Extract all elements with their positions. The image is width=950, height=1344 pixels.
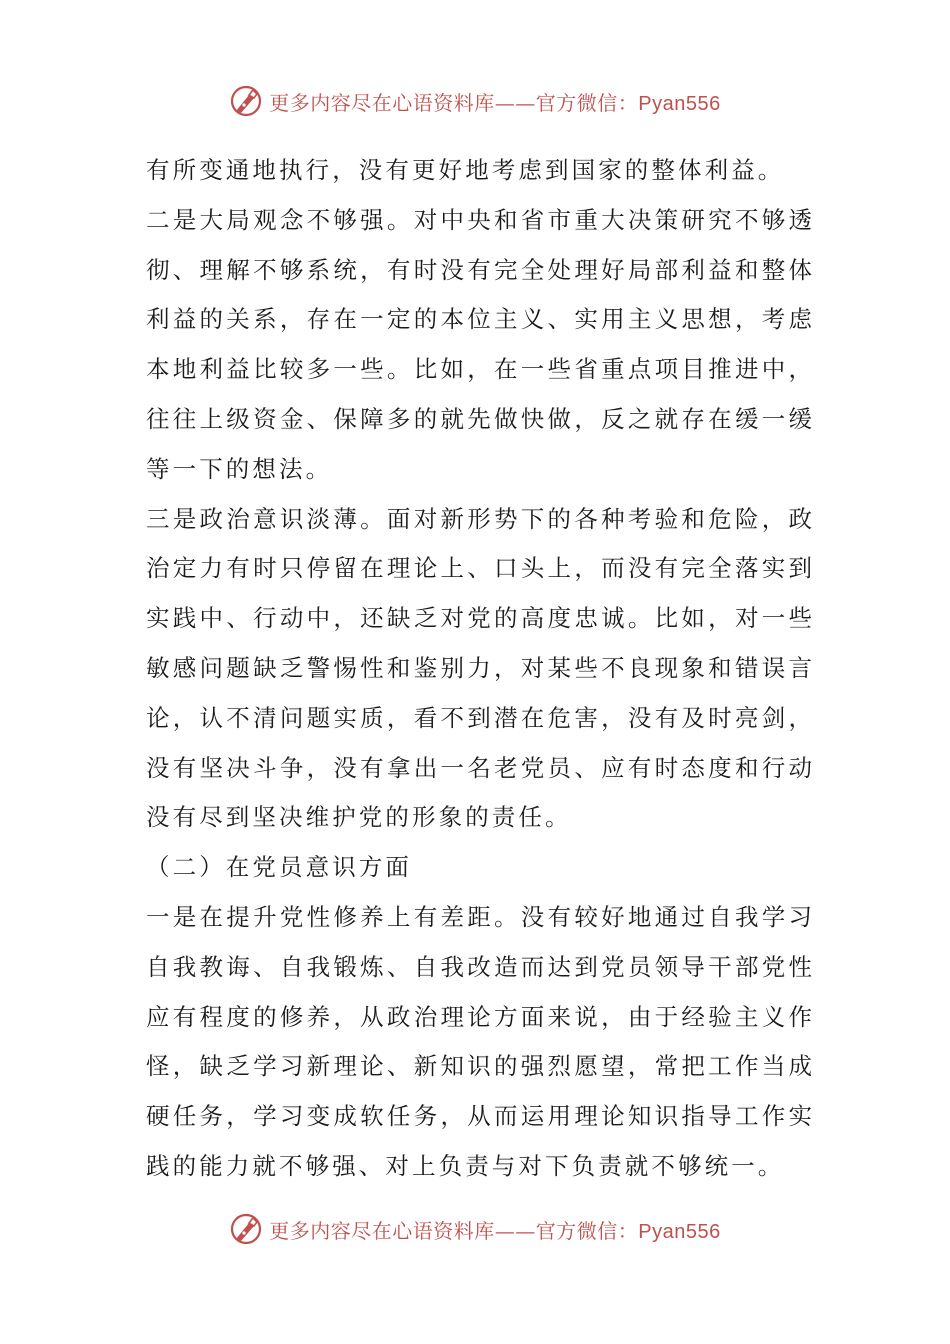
- pen-nib-logo-icon: [229, 84, 263, 118]
- text-line: 等一下的想法。: [146, 454, 333, 483]
- text-line: 本地利益比较多一些。比如，在一些省重点项目推进中，: [146, 355, 812, 384]
- text-line: 三是政治意识淡薄。面对新形势下的各种考验和危险，政: [146, 504, 812, 533]
- footer-watermark-banner: [0, 1212, 950, 1246]
- text-line: 论，认不清问题实质，看不到潜在危害，没有及时亮剑，: [146, 703, 812, 732]
- pen-nib-logo-icon: [229, 1212, 263, 1246]
- text-line: 没有尽到坚决维护党的形象的责任。: [146, 803, 572, 832]
- text-line: 往往上级资金、保障多的就先做快做，反之就存在缓一缓: [146, 404, 812, 433]
- text-line: 二是大局观念不够强。对中央和省市重大决策研究不够透: [146, 205, 812, 234]
- text-line: 一是在提升党性修养上有差距。没有较好地通过自我学习: [146, 902, 812, 931]
- text-line: 敏感问题缺乏警惕性和鉴别力，对某些不良现象和错误言: [146, 653, 812, 682]
- text-line: 应有程度的修养，从政治理论方面来说，由于经验主义作: [146, 1002, 812, 1031]
- document-body: [146, 146, 812, 1192]
- text-line: 怪，缺乏学习新理论、新知识的强烈愿望，常把工作当成: [146, 1052, 812, 1081]
- text-line: 践的能力就不够强、对上负责与对下负责就不够统一。: [146, 1151, 785, 1180]
- text-line: 实践中、行动中，还缺乏对党的高度忠诚。比如，对一些: [146, 604, 812, 633]
- banner-text: 更多内容尽在心语资料库——官方微信：Pyan556: [269, 90, 721, 115]
- text-line: 治定力有时只停留在理论上、口头上，而没有完全落实到: [146, 554, 812, 583]
- text-line: 自我教诲、自我锻炼、自我改造而达到党员领导干部党性: [146, 952, 812, 981]
- text-line: 有所变通地执行，没有更好地考虑到国家的整体利益。: [146, 156, 785, 184]
- text-line: 硬任务，学习变成软任务，从而运用理论知识指导工作实: [146, 1102, 812, 1131]
- text-line: 彻、理解不够系统，有时没有完全处理好局部利益和整体: [146, 255, 812, 284]
- text-line: 没有坚决斗争，没有拿出一名老党员、应有时态度和行动: [146, 753, 812, 782]
- header-watermark-banner: [0, 84, 950, 118]
- text-line: （二）在党员意识方面: [146, 853, 412, 882]
- banner-text: 更多内容尽在心语资料库——官方微信：Pyan556: [269, 1218, 721, 1243]
- text-line: 利益的关系，存在一定的本位主义、实用主义思想，考虑: [146, 305, 812, 334]
